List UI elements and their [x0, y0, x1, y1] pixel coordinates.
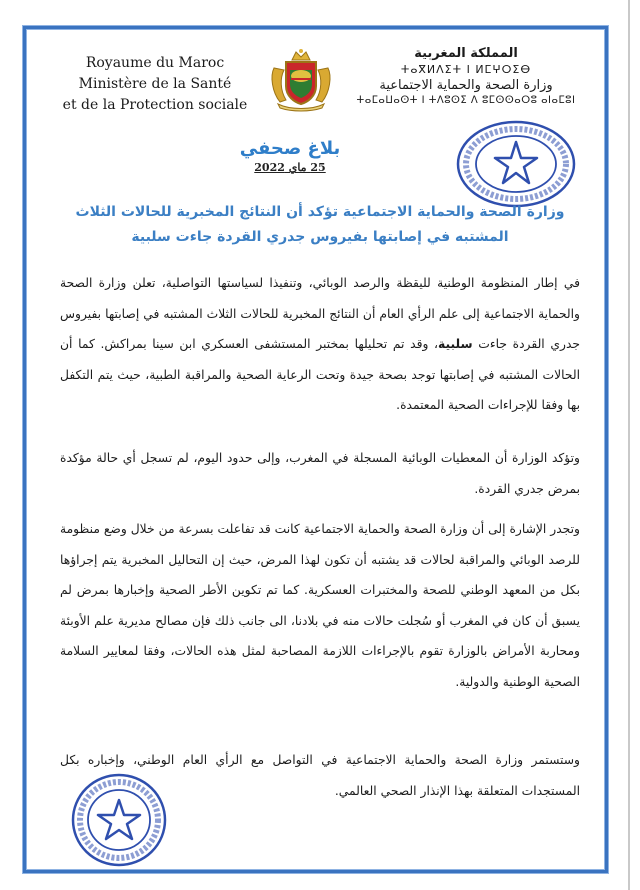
- press-release-title: بلاغ صحفي: [239, 138, 341, 159]
- p1-negative-emphasis: سلبية: [438, 337, 473, 351]
- p1-text-start: في إطار المنظومة الوطنية لليقظة والرصد الوبائي، وتنفيذا لسياستها التواصلية، تعلن وزارة الصحة والحماية الاجتماعية إلى علم الرأي العام أن النتائج المخبرية للحالات الثلاث المشتبه في إصابتها بفيروس جدري القردة جاءت: [60, 276, 581, 351]
- page-edge-line: [628, 0, 630, 890]
- official-seal-star-icon: [455, 120, 577, 208]
- body-paragraph-1: [60, 268, 580, 421]
- body-paragraph-2: وتؤكد الوزارة أن المعطيات الوبائية المسجلة في المغرب، وإلى حدود اليوم، لم تسجل أي حالة مؤكدة بمرض جدري القردة.: [60, 451, 580, 496]
- press-release-title-block: [230, 138, 350, 176]
- kingdom-fr: Royaume du Maroc: [85, 55, 225, 71]
- headline-line1: وزارة الصحة والحماية الاجتماعية تؤكد أن النتائج المخبرية للحالات الثلاث: [75, 204, 565, 220]
- body-paragraph-4: وستستمر وزارة الصحة والحماية الاجتماعية في التواصل مع الرأي العام الوطني، وإخباره بكل المستجدات المتعلقة بهذا الإنذار الصحي العالمي.: [60, 753, 580, 798]
- press-release-date: 25 ماي 2022: [254, 161, 326, 174]
- headline: [70, 200, 570, 250]
- ministry-fr-line2: et de la Protection sociale: [62, 97, 248, 113]
- ministry-fr-line1: Ministère de la Santé: [78, 76, 232, 92]
- arabic-letterhead: [355, 46, 577, 108]
- ministry-ar: وزارة الصحة والحماية الاجتماعية: [379, 78, 553, 93]
- moroccan-coat-of-arms-icon: [268, 48, 334, 112]
- kingdom-tifinagh: ⵜⴰⴳⵍⴷⵉⵜ ⵏ ⵍⵎⵖⵔⵉⴱ: [400, 63, 532, 76]
- ministry-tifinagh: ⵜⴰⵎⴰⵡⴰⵙⵜ ⵏ ⵜⴷⵓⵙⵉ ⴷ ⵓⵎⵙⵙⴰⵔⵓ ⴰⵏⴰⵎⵓⵏ: [356, 95, 576, 106]
- kingdom-ar: المملكة المغربية: [414, 46, 518, 61]
- body-paragraph-3: وتجدر الإشارة إلى أن وزارة الصحة والحماية الاجتماعية كانت قد تفاعلت بسرعة من خلال وضع منظومة للرصد الوبائي والمراقبة لحالات قد يشتبه أن تكون لهذا المرض، حيث إن التحاليل المخبرية يتم إجراؤها بكل من المعهد الوطني للصحة والمختبرات العسكرية. كما تم تكوين الأطر الصحية وإخبارها بمرض لم يسبق أن كان في المغرب أو سُجلت حالات منه في بلادنا، الى جانب ذلك فإن مصالح مديرية علم الأوبئة ومحاربة الأمراض بالوزارة تقوم بالإجراءات اللازمة المصاحبة لمثل هذه الحالات، وفقا لمعايير السلامة الصحية الوطنية والدولية.: [60, 522, 580, 689]
- p1-text-end: ، وقد تم تحليلها بمختبر المستشفى العسكري ابن سينا بمراكش. كما أن الحالات المشتبه في إصابتها توجد بصحة جيدة وتحت الرعاية الصحية والمراقبة الطبية، حيث يتم التكفل بها وفقا للإجراءات الصحية المعتمدة.: [60, 337, 580, 412]
- headline-line2: المشتبه في إصابتها بفيروس جدري القردة جاءت سلبية: [131, 229, 509, 245]
- official-seal-star-icon: [70, 772, 168, 868]
- french-letterhead: [60, 53, 250, 116]
